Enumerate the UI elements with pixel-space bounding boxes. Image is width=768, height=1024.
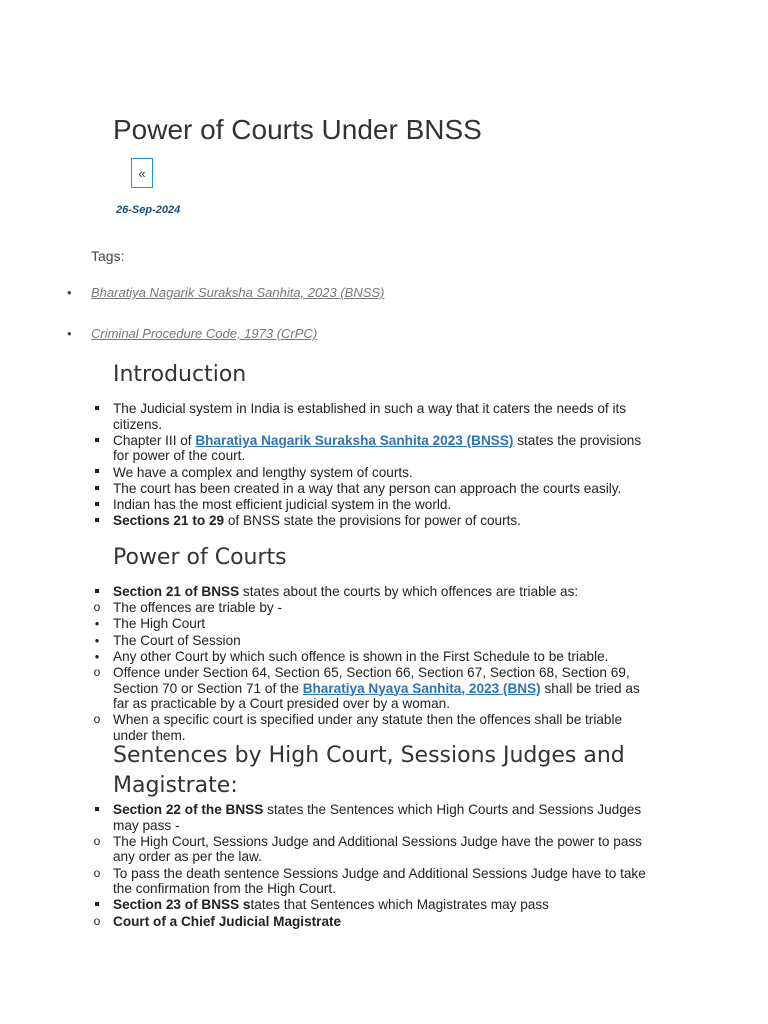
list-item (93, 600, 658, 616)
back-button[interactable]: « (131, 158, 153, 188)
list-item-bold: Section 23 of BNSS s (113, 897, 251, 913)
list-item (113, 433, 658, 464)
dot-bullet-icon: • (94, 632, 100, 648)
list-item-text: The High Court (113, 616, 206, 632)
list-item (113, 513, 658, 529)
list-item (93, 712, 658, 743)
list-item-text: Offence under Section 64, Section 65, Section 66, Section 67, Section 68, Section 69, Section 70 or Section 71 of the (113, 664, 630, 696)
square-bullet-icon (91, 401, 103, 417)
square-bullet-icon (91, 481, 103, 497)
bullet-icon: • (67, 285, 72, 300)
square-bullet-icon (91, 433, 103, 449)
list-item-text: When a specific court is specified under any statute then the offences shall be triable under them. (113, 712, 623, 743)
list-item (93, 913, 658, 930)
list-item (93, 865, 658, 897)
tag-link-crpc[interactable]: Criminal Procedure Code, 1973 (CrPC) (91, 326, 318, 341)
list-item (94, 648, 658, 665)
list-item-text: shall be tried as far as practicable by a Court presided over by a woman. (113, 680, 640, 712)
circle-bullet-icon: o (93, 833, 101, 848)
circle-bullet-icon: o (93, 600, 101, 615)
list-item-bold: Sections 21 to 29 (113, 513, 225, 529)
square-bullet-icon (91, 584, 103, 600)
bullet-icon: • (67, 326, 72, 341)
introduction-list (113, 401, 658, 529)
list-item-text: states the provisions for power of the court. (113, 432, 642, 464)
list-item-text: The offences are triable by - (113, 600, 283, 616)
list-item (113, 897, 658, 913)
list-item (113, 465, 658, 481)
list-item (113, 584, 658, 600)
tags-label: Tags: (91, 248, 125, 264)
list-item-text: Any other Court by which such offence is shown in the First Schedule to be triable. (113, 648, 609, 664)
sentences-heading: Sentences by High Court, Sessions Judges and Magistrate: (113, 743, 625, 798)
list-item (113, 802, 658, 833)
power-of-courts-heading: Power of Courts (113, 545, 287, 570)
circle-bullet-icon: o (93, 865, 101, 880)
list-item-text: The Judicial system in India is established in such a way that it caters the needs of its citizens. (113, 401, 627, 432)
circle-bullet-icon: o (93, 913, 101, 928)
tag-item (67, 326, 318, 341)
post-date: 26-Sep-2024 (116, 204, 181, 216)
list-item (94, 632, 658, 649)
list-item (93, 833, 658, 865)
tag-link-bnss[interactable]: Bharatiya Nagarik Suraksha Sanhita, 2023 (BNSS) (91, 285, 385, 300)
tag-item (67, 285, 385, 300)
list-item (113, 481, 658, 497)
list-item-text: states about the courts by which offences are triable as: (239, 584, 579, 599)
dot-bullet-icon: • (94, 648, 100, 664)
list-item-text: tates that Sentences which Magistrates may pass (250, 897, 549, 913)
square-bullet-icon (91, 497, 103, 513)
square-bullet-icon (91, 465, 103, 481)
power-of-courts-list (93, 584, 658, 744)
square-bullet-icon (91, 802, 103, 818)
list-item-text: Chapter III of (113, 432, 196, 448)
list-item-bold: Court of a Chief Judicial Magistrate (113, 913, 342, 929)
list-item-text: The High Court, Sessions Judge and Additional Sessions Judge have the power to pass any order as per the law. (113, 833, 642, 865)
list-item-text: Indian has the most efficient judicial system in the world. (113, 496, 452, 512)
list-item-bold: Section 22 of the BNSS (113, 802, 264, 817)
dot-bullet-icon: • (94, 616, 100, 632)
sentences-list (93, 802, 658, 930)
bns-link[interactable]: Bharatiya Nyaya Sanhita, 2023 (BNS) (302, 680, 541, 696)
list-item (113, 401, 658, 432)
bnss-link[interactable]: Bharatiya Nagarik Suraksha Sanhita 2023 (BNSS) (195, 432, 514, 448)
list-item-text: The Court of Session (113, 632, 241, 648)
page-title: Power of Courts Under BNSS (113, 114, 482, 145)
list-item (93, 664, 658, 712)
circle-bullet-icon: o (93, 712, 101, 727)
introduction-heading: Introduction (113, 362, 247, 387)
square-bullet-icon (91, 897, 103, 913)
list-item-text: of BNSS state the provisions for power of courts. (224, 513, 521, 529)
list-item (113, 497, 658, 513)
circle-bullet-icon: o (93, 664, 101, 679)
list-item-bold: Section 21 of BNSS (113, 584, 240, 599)
list-item-text: We have a complex and lengthy system of courts. (113, 464, 413, 480)
list-item-text: To pass the death sentence Sessions Judge and Additional Sessions Judge have to take the confirmation from the High Court. (113, 865, 646, 897)
list-item-text: states the Sentences which High Courts and Sessions Judges may pass - (113, 802, 642, 833)
list-item-text: The court has been created in a way that any person can approach the courts easily. (113, 480, 622, 496)
square-bullet-icon (91, 513, 103, 529)
list-item (94, 616, 658, 632)
